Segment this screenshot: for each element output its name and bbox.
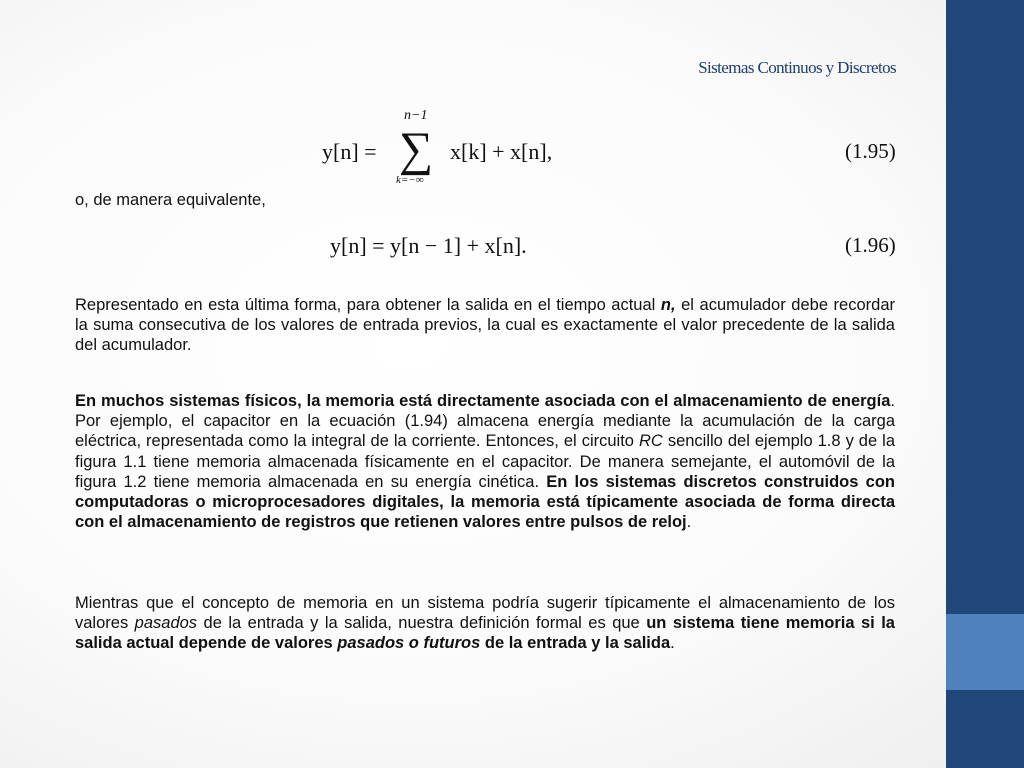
text-segment: de la entrada y la salida: [480, 634, 671, 653]
text-segment: Mientras que el concepto de memoria en un sistema podría sugerir típicamente el almacenamiento de los valores: [75, 594, 895, 633]
equation-1-96: y[n] = y[n − 1] + x[n].: [330, 233, 527, 258]
equation-number-1-96: (1.96): [845, 233, 896, 257]
text-segment: RC: [638, 432, 663, 451]
slide-title: Sistemas Continuos y Discretos: [698, 58, 896, 77]
text-segment: pasados: [134, 614, 198, 633]
intro-text: o, de manera equivalente,: [75, 191, 266, 209]
text-segment: el acumulador debe recordar la suma consecutiva de los valores de entrada previos, la cual es exactamente el valor precedente de la salida del acumulador.: [75, 296, 895, 355]
equation-number-1-95: (1.95): [845, 139, 896, 163]
sum-upper-limit: n−1: [404, 108, 428, 123]
text-segment: .: [686, 513, 692, 532]
text-segment: .: [670, 634, 675, 653]
text-segment: pasados o futuros: [337, 634, 481, 653]
text-segment: En muchos sistemas físicos, la memoria está directamente asociada con el almacenamiento de energía: [75, 392, 891, 410]
text-segment: Representado en esta última forma, para obtener la salida en el tiempo actual: [75, 296, 661, 314]
paragraph-physical-memory: [75, 391, 895, 532]
text-segment: En los sistemas discretos construidos con computadoras o microprocesadores digitales, la memoria está típicamente asociada de forma directa con el almacenamiento de registros que retienen valores entre pulsos de reloj: [75, 472, 895, 532]
paragraph-memory-definition: [75, 593, 895, 654]
text-segment: . Por ejemplo, el capacitor en la ecuación (1.94) almacena energía mediante la acumulación de la carga eléctrica, representada como la integral de la corriente. Entonces, el circuito: [75, 392, 895, 451]
sum-lower-limit: k=−∞: [396, 174, 424, 186]
text-segment: un sistema tiene memoria si la salida actual depende de valores: [75, 614, 895, 653]
equation-1-lhs: y[n] =: [322, 139, 377, 164]
equation-1-rhs: x[k] + x[n],: [450, 139, 553, 164]
sidebar-accent-block: [946, 614, 1024, 690]
paragraph-accumulator: [75, 295, 895, 356]
text-segment: sencillo del ejemplo 1.8 y de la figura 1.1 tiene memoria almacenada físicamente en el capacitor. De manera semejante, el automóvil de la figura 1.2 tiene memoria almacenada en su energía cinética.: [75, 432, 896, 491]
equation-1-95: [322, 106, 582, 192]
sum-symbol: ∑: [399, 123, 434, 176]
text-segment: n,: [660, 296, 676, 314]
text-segment: de la entrada y la salida, nuestra definición formal es que: [197, 614, 647, 633]
